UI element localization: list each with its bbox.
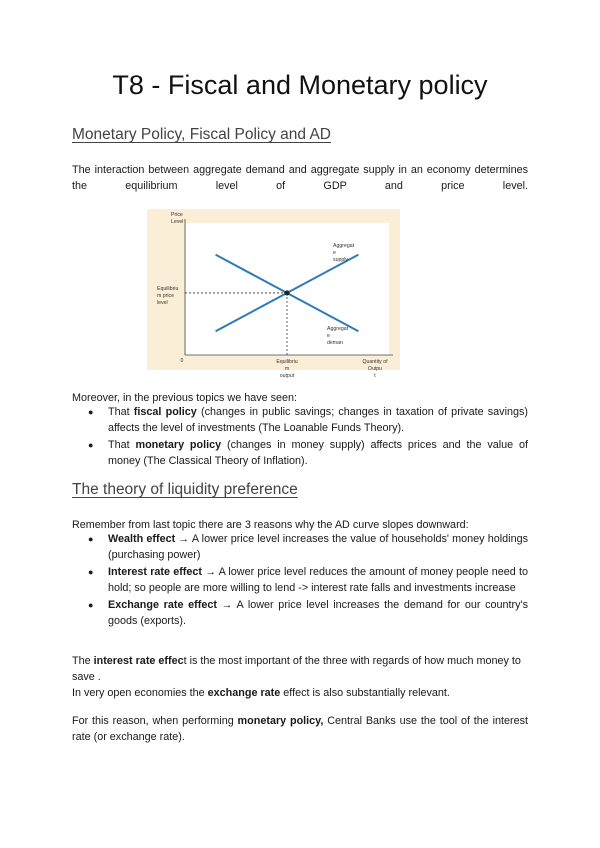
bullet-pre: That (108, 406, 134, 418)
bullet-bold: Wealth effect (108, 533, 176, 545)
moreover-text: Moreover, in the previous topics we have seen: (72, 392, 298, 404)
bullet-pre: That (108, 439, 136, 451)
p3-pre: For this reason, when performing (72, 715, 238, 727)
aggregate-demand-label: Aggregat e deman (327, 326, 349, 346)
p1-pre: The (72, 655, 94, 667)
section-heading-liquidity-preference: The theory of liquidity preference (72, 481, 298, 498)
bullet-post: (changes in public savings; changes in taxation of private savings) affects the level of investments (The Loanable Funds Theory). (108, 406, 528, 434)
bullet-post: (changes in money supply) affects prices and the value of money (The Classical Theory of Inflation). (108, 439, 528, 467)
bullet-bold: fiscal policy (133, 406, 197, 418)
y-axis-label: Price Level (171, 212, 184, 225)
p2-bold: exchange rate (207, 687, 281, 699)
p3-post: Central Banks use the tool of the interest rate (or exchange rate). (72, 715, 529, 743)
p3-bold: monetary policy, (237, 715, 324, 727)
bullet-dot-icon: ● (88, 567, 94, 577)
list-item (72, 565, 528, 596)
p2-pre: In very open economies the (72, 687, 208, 699)
equilibrium-point (284, 290, 289, 295)
bullet-bold: monetary policy (135, 439, 222, 451)
bullet-post: → A lower price level increases the value of households' money holdings (purchasing power) (108, 533, 528, 561)
list-item (72, 438, 528, 469)
section-heading-monetary-fiscal: Monetary Policy, Fiscal Policy and AD (72, 126, 332, 143)
list-item (72, 405, 528, 436)
bullet-dot-icon: ● (88, 600, 94, 610)
bullet-dot-icon: ● (88, 407, 94, 417)
list-item (72, 598, 528, 629)
equilibrium-output-label: Equilibriu m output (276, 359, 298, 379)
section1-bullet-list (72, 405, 528, 471)
bullet-bold: Interest rate effect (108, 566, 202, 578)
monetary-policy-paragraph (72, 713, 528, 745)
origin-label: 0 (180, 358, 184, 364)
ad-as-chart (147, 209, 400, 379)
bullet-dot-icon: ● (88, 534, 94, 544)
x-axis-label: Quantity of Outpu t (362, 359, 388, 379)
list-item (72, 532, 528, 563)
section1-intro: The interaction between aggregate demand and aggregate supply in an economy determines the equilibrium level of GDP and price level. (72, 164, 528, 192)
p1-bold: interest rate effec (93, 655, 184, 667)
chart-plot-area (185, 223, 389, 355)
equilibrium-price-label: Equilibriu m price level (157, 285, 179, 306)
p2-post: effect is also substantially relevant. (280, 687, 450, 699)
p1-post: t is the most important of the three with regards of how much money to save . (72, 655, 521, 683)
bullet-bold: Exchange rate effect (108, 599, 217, 611)
section2-intro: Remember from last topic there are 3 reasons why the AD curve slopes downward: (72, 519, 469, 531)
bullet-post: → A lower price level increases the demand for our country's goods (exports). (108, 599, 528, 627)
interest-rate-paragraph (72, 653, 528, 701)
section2-bullet-list (72, 532, 528, 631)
bullet-post: → A lower price level reduces the amount of money people need to hold; so people are more willing to lend -> interest rate falls and investments increase (108, 566, 528, 594)
bullet-dot-icon: ● (88, 440, 94, 450)
aggregate-supply-label: Aggregat e supply (333, 243, 355, 263)
ad-as-chart-svg (147, 209, 400, 379)
document-title: T8 - Fiscal and Monetary policy (112, 70, 488, 100)
